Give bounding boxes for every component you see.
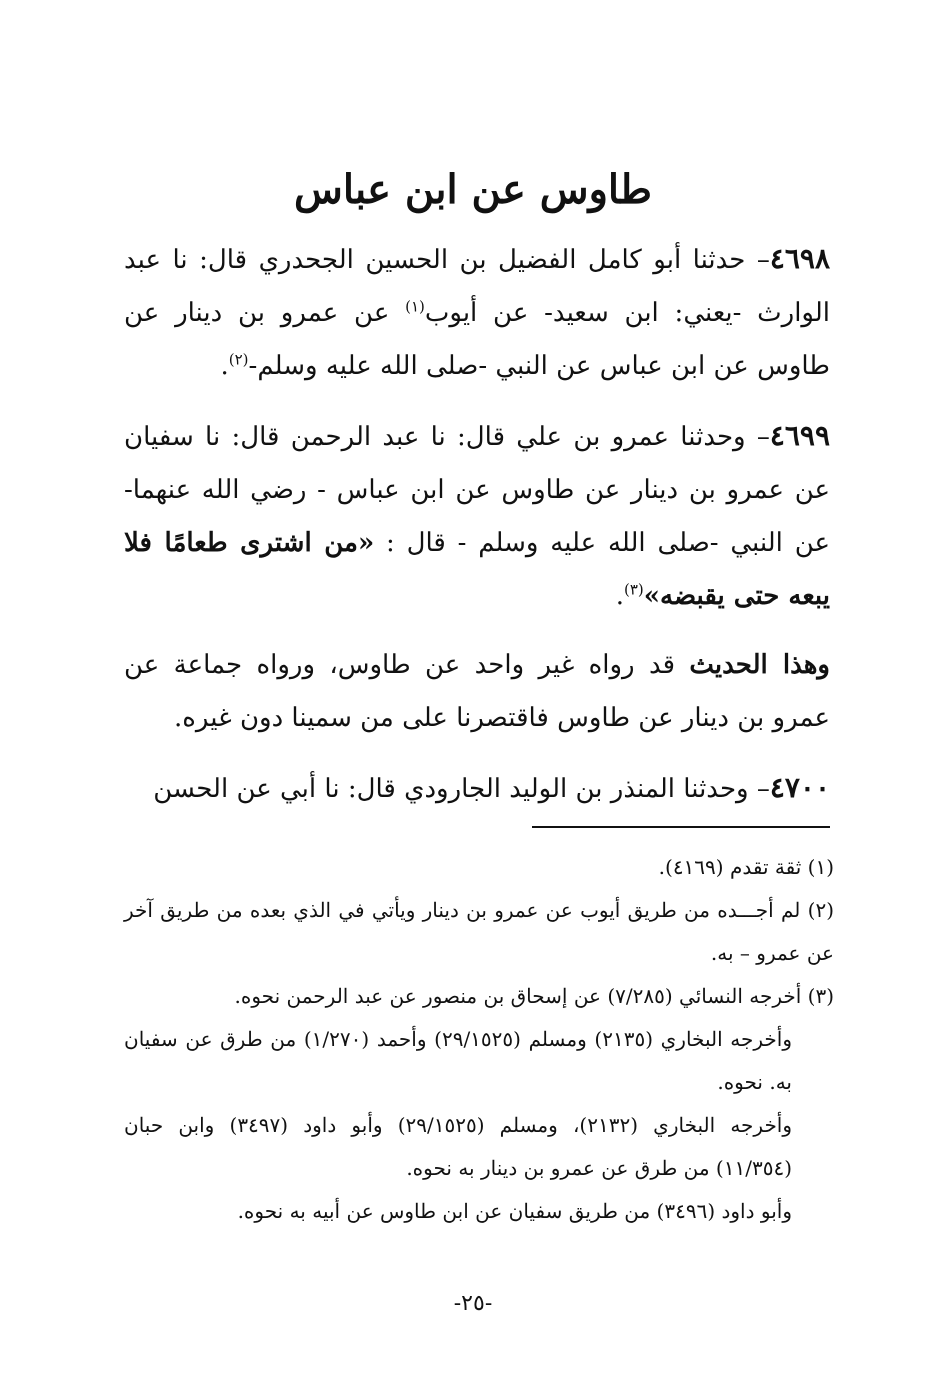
footnote-2: (٢) لم أجـــده من طريق أيوب عن عمرو بن دينار ويأتي في الذي بعده من طريق آخر عن عمرو – به. [124,898,834,965]
hadith-4698 [124,232,830,393]
footnote-3-continued: وأخرجه البخاري (٢١٣٥) ومسلم (٢٩/١٥٢٥) وأحمد (١/٢٧٠) من طرق عن سفيان به. نحوه. [124,1027,792,1094]
remark-paragraph [124,639,830,745]
hadith-text: – وحدثنا المنذر بن الوليد الجارودي قال: نا أبي عن الحسن [153,774,770,804]
hadith-number: ٤٧٠٠ [769,771,830,804]
remark-text: قد رواه غير واحد عن طاوس، ورواه جماعة عن عمرو بن دينار عن طاوس فاقتصرنا على من سمينا دون غيره. [124,650,830,733]
footnotes [124,846,834,1233]
footnote-ref-2[interactable]: (٢) [228,350,249,369]
hadith-number: ٤٦٩٨ [769,242,830,275]
footnote-3-continued: وأخرجه البخاري (٢١٣٢)، ومسلم (٢٩/١٥٢٥) وأبو داود (٣٤٩٧) وابن حبان (١١/٣٥٤) من طرق عن عمرو بن دينار به نحوه. [124,1113,793,1180]
footnote-ref-1[interactable]: (١) [405,297,425,316]
section-heading: طاوس عن ابن عباس [294,166,652,213]
hadith-text-end: . [615,581,624,611]
footnote-divider [532,826,830,828]
footnote-3: (٣) أخرجه النسائي (٧/٢٨٥) عن إسحاق بن منصور عن عبد الرحمن نحوه. [234,984,834,1008]
footnote-ref-3[interactable]: (٣) [623,580,644,599]
hadith-text: عن عمرو بن دينار عن طاوس عن ابن عباس عن النبي -صلى الله عليه وسلم- [124,298,830,381]
footnote-1: (١) ثقة تقدم (٤١٦٩). [658,855,834,879]
hadith-quote: «من اشترى طعامًا فلا يبعه حتى يقبضه» [124,528,830,611]
remark-lead: وهذا الحديث [689,650,830,680]
main-text [124,232,830,832]
hadith-4700 [124,761,830,816]
hadith-text: – حدثنا أبو كامل الفضيل بن الحسين الجحدري قال: نا عبد الوارث -يعني: ابن سعيد- عن أيوب [124,245,831,328]
hadith-text-end: . [220,351,229,381]
hadith-text: – وحدثنا عمرو بن علي قال: نا عبد الرحمن قال: نا سفيان عن عمرو بن دينار عن طاوس عن ابن عباس - رضي الله عنهما- عن النبي -صلى الله عليه وسلم - قال : [124,422,830,558]
footnote-3-continued: وأبو داود (٣٤٩٦) من طريق سفيان عن ابن طاوس عن أبيه به نحوه. [237,1199,792,1223]
hadith-number: ٤٦٩٩ [769,419,830,452]
page-number: -٢٥- [453,1291,493,1316]
hadith-4699 [124,409,830,623]
